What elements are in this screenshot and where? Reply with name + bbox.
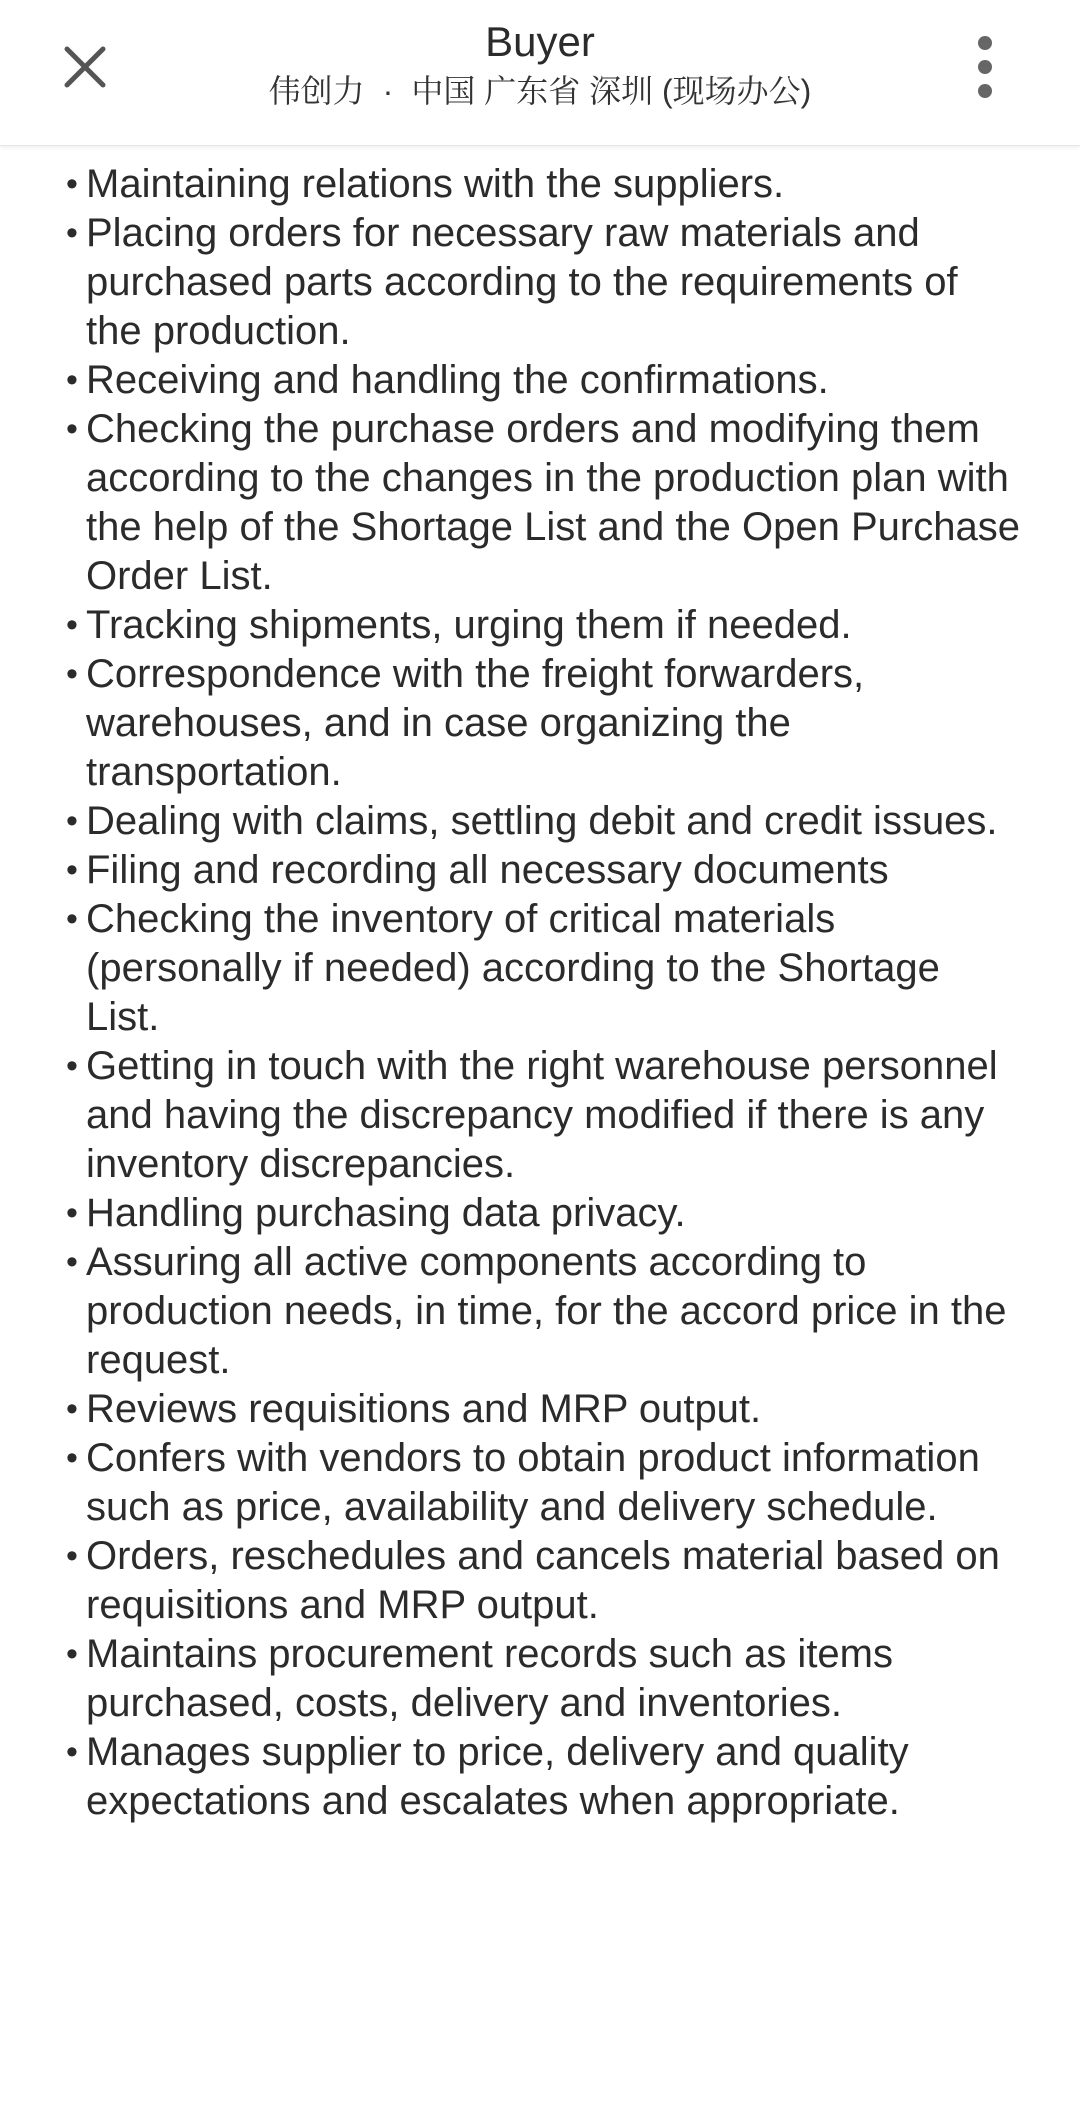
list-item xyxy=(0,601,1080,650)
list-item-text: Manages supplier to price, delivery and quality expectations and escalates when appropriate. xyxy=(86,1730,909,1823)
list-item xyxy=(0,160,1080,209)
list-item xyxy=(0,1042,1080,1189)
list-item xyxy=(0,650,1080,797)
list-item-text: Assuring all active components according to production needs, in time, for the accord price in the request. xyxy=(86,1240,1007,1382)
bullet-icon: • xyxy=(66,606,78,644)
bullet-icon: • xyxy=(66,214,78,252)
list-item xyxy=(0,356,1080,405)
bullet-icon: • xyxy=(66,1243,78,1281)
bullet-icon: • xyxy=(66,1439,78,1477)
list-item xyxy=(0,1385,1080,1434)
top-bar xyxy=(0,0,1080,146)
list-item xyxy=(0,1532,1080,1630)
bullet-icon: • xyxy=(66,165,78,203)
list-item-text: Reviews requisitions and MRP output. xyxy=(86,1387,762,1431)
list-item-text: Tracking shipments, urging them if needed. xyxy=(86,603,852,647)
bullet-icon: • xyxy=(66,655,78,693)
list-item-text: Dealing with claims, settling debit and credit issues. xyxy=(86,799,998,843)
bullet-icon: • xyxy=(66,900,78,938)
list-item xyxy=(0,846,1080,895)
list-item xyxy=(0,1630,1080,1728)
bottom-bar xyxy=(0,2030,1080,2112)
bullet-icon: • xyxy=(66,1390,78,1428)
company-name: 伟创力 xyxy=(268,73,365,109)
duties-list xyxy=(0,160,1080,1826)
list-item-text: Handling purchasing data privacy. xyxy=(86,1191,686,1235)
more-options-button[interactable] xyxy=(950,22,1020,112)
subtitle-separator: · xyxy=(382,73,394,109)
bullet-icon: • xyxy=(66,851,78,889)
list-item xyxy=(0,895,1080,1042)
list-item xyxy=(0,1189,1080,1238)
close-icon xyxy=(61,43,109,91)
list-item-text: Orders, reschedules and cancels material based on requisitions and MRP output. xyxy=(86,1534,1000,1627)
job-description xyxy=(0,160,1080,1826)
list-item-text: Maintaining relations with the suppliers. xyxy=(86,162,785,206)
more-vertical-icon xyxy=(975,34,995,100)
list-item-text: Getting in touch with the right warehouse personnel and having the discrepancy modified if there is any inventory discrepancies. xyxy=(86,1044,998,1186)
list-item-text: Placing orders for necessary raw materials and purchased parts according to the requirements of the production. xyxy=(86,211,958,353)
bullet-icon: • xyxy=(66,361,78,399)
bullet-icon: • xyxy=(66,1635,78,1673)
list-item xyxy=(0,405,1080,601)
bullet-icon: • xyxy=(66,802,78,840)
bullet-icon: • xyxy=(66,410,78,448)
list-item-text: Correspondence with the freight forwarders, warehouses, and in case organizing the transportation. xyxy=(86,652,865,794)
bullet-icon: • xyxy=(66,1194,78,1232)
list-item-text: Confers with vendors to obtain product information such as price, availability and delivery schedule. xyxy=(86,1436,980,1529)
bullet-icon: • xyxy=(66,1537,78,1575)
list-item-text: Checking the purchase orders and modifying them according to the changes in the production plan with the help of the Shortage List and the Open Purchase Order List. xyxy=(86,407,1020,598)
list-item xyxy=(0,797,1080,846)
page-title: Buyer xyxy=(485,18,595,65)
job-location: 中国 广东省 深圳 (现场办公) xyxy=(411,73,812,109)
bullet-icon: • xyxy=(66,1733,78,1771)
list-item xyxy=(0,1434,1080,1532)
list-item-text: Filing and recording all necessary documents xyxy=(86,848,889,892)
close-button[interactable] xyxy=(40,22,130,112)
bullet-icon: • xyxy=(66,1047,78,1085)
list-item xyxy=(0,1728,1080,1826)
list-item xyxy=(0,209,1080,356)
list-item-text: Maintains procurement records such as items purchased, costs, delivery and inventories. xyxy=(86,1632,893,1725)
list-item-text: Receiving and handling the confirmations. xyxy=(86,358,829,402)
job-subtitle xyxy=(160,68,920,114)
list-item xyxy=(0,1238,1080,1385)
list-item-text: Checking the inventory of critical materials (personally if needed) according to the Shortage List. xyxy=(86,897,940,1039)
